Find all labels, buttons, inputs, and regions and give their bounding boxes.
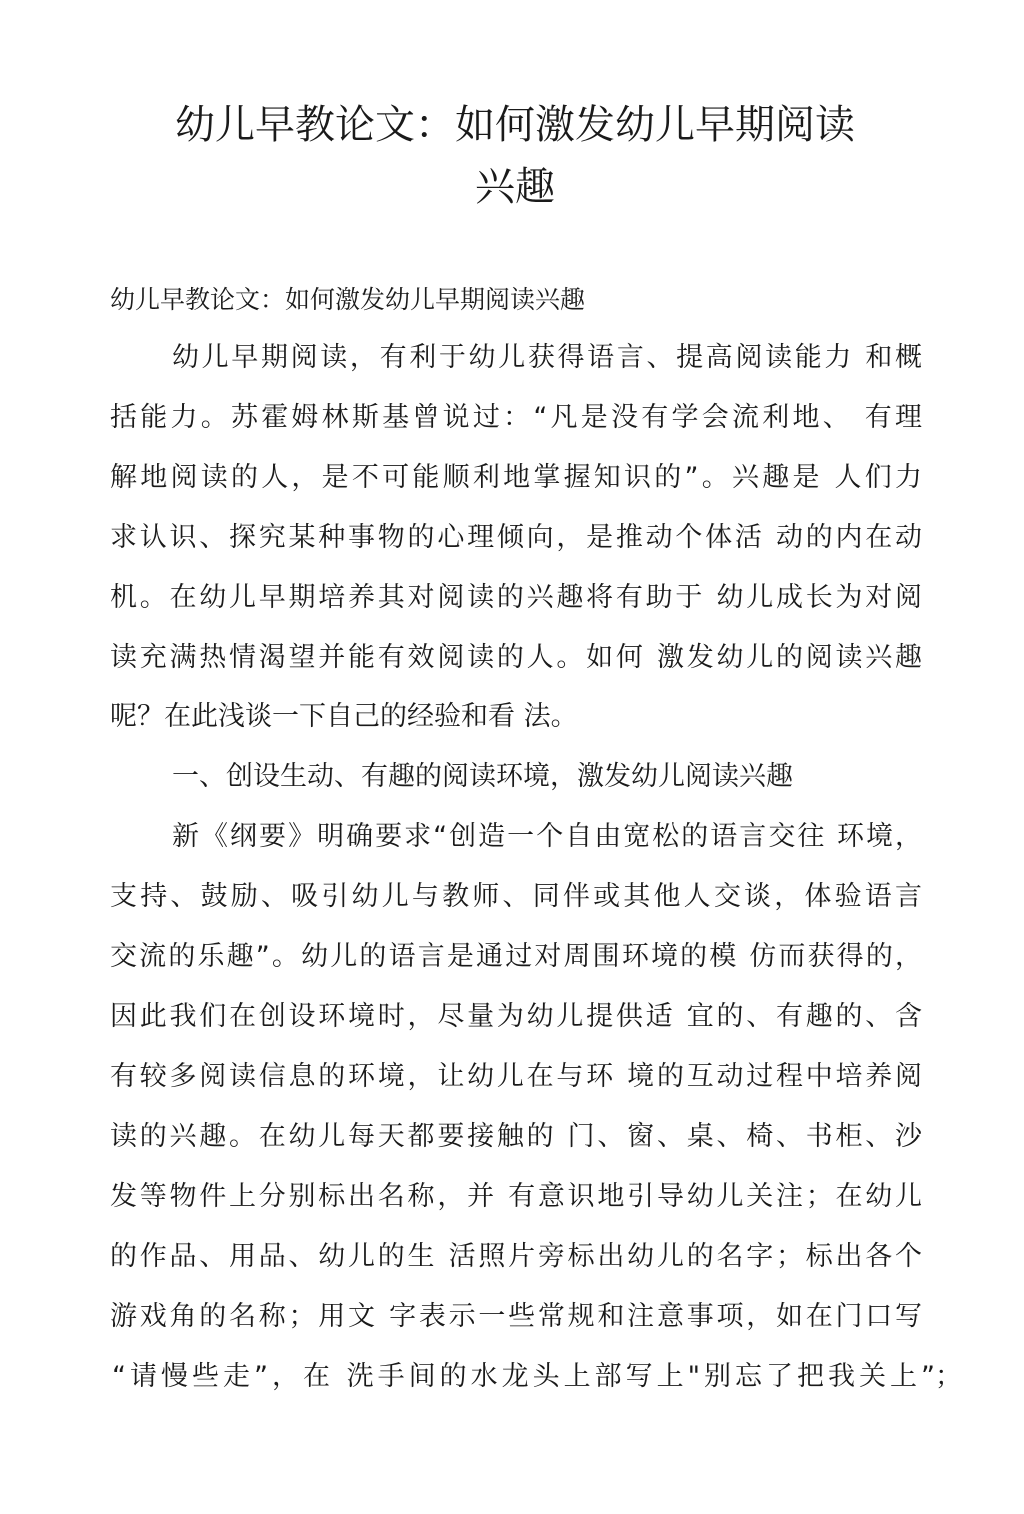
body-line: “请慢些走”，在 洗手间的水龙头上部写上"别忘了把我关上”； — [112, 1361, 962, 1392]
body-line: 解地阅读的人，是不可能顺利地掌握知识的”。兴趣是 人们力 — [110, 462, 922, 493]
body-line: 幼儿早期阅读，有利于幼儿获得语言、提高阅读能力 和概 — [172, 342, 922, 373]
body-line: 读的兴趣。在幼儿每天都要接触的 门、窗、桌、椅、书柜、沙 — [110, 1121, 922, 1152]
body-line: 游戏角的名称；用文 字表示一些常规和注意事项，如在门口写 — [110, 1301, 922, 1332]
body-line: 因此我们在创设环境时，尽量为幼儿提供适 宜的、有趣的、含 — [110, 1001, 922, 1032]
title-line-2: 兴趣 — [475, 164, 555, 210]
body-line: 有较多阅读信息的环境，让幼儿在与环 境的互动过程中培养阅 — [110, 1061, 922, 1092]
body-line: 括能力。苏霍姆林斯基曾说过：“凡是没有学会流利地、 有理 — [110, 402, 922, 433]
body-line: 的作品、用品、幼儿的生 活照片旁标出幼儿的名字；标出各个 — [110, 1241, 922, 1272]
document-title — [100, 94, 930, 218]
section-heading: 一、创设生动、有趣的阅读环境，激发幼儿阅读兴趣 — [172, 761, 793, 792]
body-line: 机。在幼儿早期培养其对阅读的兴趣将有助于 幼儿成长为对阅 — [110, 582, 922, 613]
body-line: 读充满热情渴望并能有效阅读的人。如何 激发幼儿的阅读兴趣 — [110, 642, 922, 673]
title-line-1: 幼儿早教论文：如何激发幼儿早期阅读 — [175, 102, 855, 148]
document-subtitle: 幼儿早教论文：如何激发幼儿早期阅读兴趣 — [110, 285, 586, 314]
body-line: 支持、鼓励、吸引幼儿与教师、同伴或其他人交谈，体验语言 — [110, 881, 922, 912]
body-line: 新《纲要》明确要求“创造一个自由宽松的语言交往 环境， — [172, 821, 922, 852]
body-line: 呢？在此浅谈一下自己的经验和看 法。 — [110, 701, 578, 732]
body-line: 交流的乐趣”。幼儿的语言是通过对周围环境的模 仿而获得的， — [110, 941, 922, 972]
body-line: 发等物件上分别标出名称，并 有意识地引导幼儿关注；在幼儿 — [110, 1181, 922, 1212]
body-line: 求认识、探究某种事物的心理倾向，是推动个体活 动的内在动 — [110, 522, 922, 553]
